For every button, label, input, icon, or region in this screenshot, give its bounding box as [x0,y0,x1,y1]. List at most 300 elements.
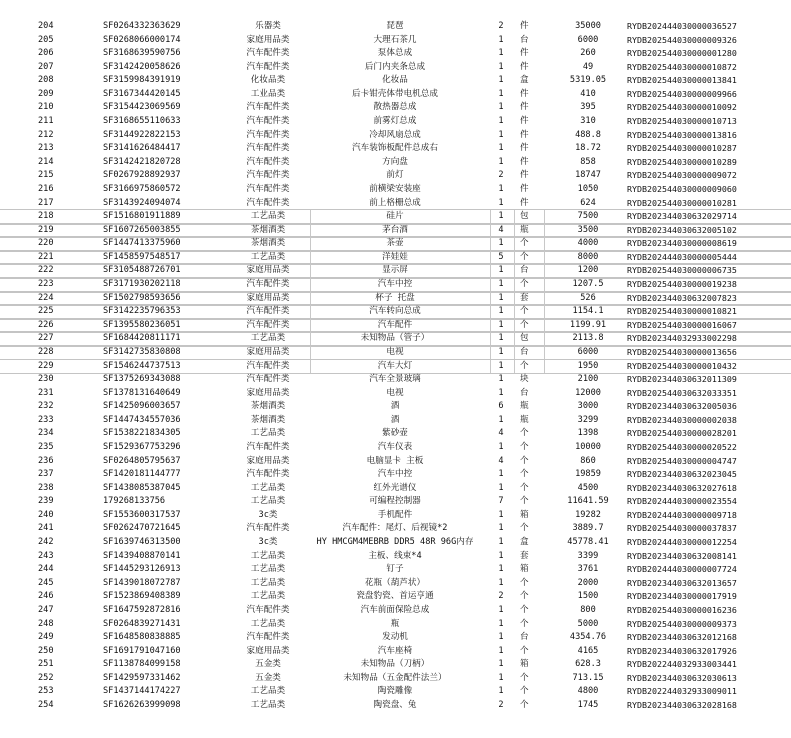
category-cell: 汽车配件类 [246,102,290,113]
category-cell: 汽车配件类 [246,469,290,480]
unit-cell: 包 [520,210,545,224]
unit-cell: 个 [520,455,529,466]
table-row [0,101,791,115]
row-index-cell: 212 [38,129,54,140]
item-name-cell: 冷却风扇总成 [369,129,421,140]
quantity-cell: 1 [488,305,515,319]
table-row [0,427,791,441]
item-name-cell: 未知物品（五金配件法兰） [343,672,447,683]
row-index-cell: 246 [38,591,54,602]
item-name-cell: 泵体总成 [377,48,413,59]
waybill-code-cell: SF0268066000174 [103,34,181,45]
waybill-code-cell: SF3142420058626 [103,61,181,72]
quantity-cell: 1 [498,156,504,167]
row-index-cell: 234 [38,428,54,439]
reference-number-cell: RYDB202444030000007724 [627,564,737,575]
category-cell: 工艺品类 [250,428,286,439]
quantity-cell: 6 [498,401,504,412]
category-cell: 家庭用品类 [226,346,311,360]
waybill-code-cell: SF3167344420145 [103,88,181,99]
item-name-cell: 主板、线束*4 [368,550,422,561]
quantity-cell: 5 [488,251,515,265]
item-name-cell: 发动机 [382,632,408,643]
waybill-code-cell: SF1439408870141 [103,550,181,561]
waybill-code-cell: SF1691791047160 [103,645,181,656]
reference-number-cell: RYDB202544030000013841 [627,75,737,86]
table-row [0,251,791,265]
reference-number-cell: RYDB202344030632029714 [627,211,737,222]
item-name-cell: 陶瓷雕像 [377,686,413,697]
item-name-cell: 汽车前面保险总成 [360,604,430,615]
unit-cell: 瓶 [520,401,529,412]
row-index-cell: 223 [38,279,54,290]
item-name-cell: 酒 [390,401,400,412]
reference-number-cell: RYDB202444030000009718 [627,509,737,520]
declared-value-cell: 526 [580,292,596,303]
quantity-cell: 1 [498,102,504,113]
table-row [0,685,791,699]
declared-value-cell: 49 [582,61,594,72]
table-row [0,522,791,536]
waybill-code-cell: SF3168639590756 [103,48,181,59]
quantity-cell: 1 [498,469,504,480]
category-cell: 家庭用品类 [246,34,290,45]
reference-number-cell: RYDB202344030632012168 [627,632,737,643]
row-index-cell: 218 [38,211,54,222]
quantity-cell: 4 [498,455,504,466]
category-cell: 家庭用品类 [226,292,311,306]
row-index-cell: 215 [38,170,54,181]
quantity-cell: 1 [498,61,504,72]
item-name-cell: 酒 [390,414,400,425]
row-index-cell: 220 [38,238,54,249]
reference-number-cell: RYDB202344032933002298 [627,333,737,344]
waybill-code-cell: SF3154423069569 [103,102,181,113]
quantity-cell: 1 [498,116,504,127]
category-cell: 工业品类 [250,88,286,99]
category-cell: 工艺品类 [250,686,286,697]
declared-value-cell: 4165 [577,645,599,656]
declared-value-cell: 1207.5 [572,279,604,290]
item-name-cell: 前雾灯总成 [373,116,417,127]
reference-number-cell: RYDB202344030632011309 [627,374,737,385]
table-row [0,305,791,319]
declared-value-cell: 18747 [575,170,601,181]
item-name-cell: 汽车座椅 [377,645,413,656]
declared-value-cell: 3500 [577,224,599,235]
waybill-code-cell: SF0264839271431 [103,618,181,629]
declared-value-cell: 1745 [577,700,599,710]
unit-cell: 个 [520,469,529,480]
declared-value-cell: 35000 [575,21,601,31]
unit-cell: 件 [520,116,529,127]
quantity-cell: 1 [498,577,504,588]
row-index-cell: 224 [38,292,54,303]
table-row [0,577,791,591]
declared-value-cell: 7500 [577,211,599,222]
quantity-cell: 1 [488,264,515,278]
unit-cell: 个 [520,251,545,265]
quantity-cell: 1 [488,360,515,374]
quantity-cell: 1 [498,672,504,683]
row-index-cell: 230 [38,374,54,385]
item-name-cell: 汽车装饰板配件总成右 [352,143,438,154]
category-cell: 汽车配件类 [246,143,290,154]
waybill-code-cell: SF1375269343088 [103,374,181,385]
unit-cell: 盒 [520,75,529,86]
table-row [0,292,791,306]
quantity-cell: 1 [498,482,504,493]
category-cell: 3c类 [258,537,278,548]
category-cell: 汽车配件类 [226,305,311,319]
quantity-cell: 1 [498,75,504,86]
unit-cell: 个 [520,441,529,452]
row-index-cell: 228 [38,346,54,357]
category-cell: 工艺品类 [226,251,311,265]
category-cell: 工艺品类 [250,482,286,493]
unit-cell: 个 [520,482,529,493]
category-cell: 汽车配件类 [246,170,290,181]
unit-cell: 个 [520,604,529,615]
reference-number-cell: RYDB202344030632027618 [627,482,737,493]
category-cell: 汽车配件类 [246,197,290,208]
item-name-cell: 红外光谱仪 [373,482,417,493]
item-name-cell: 硅片 [300,210,491,224]
table-row [0,658,791,672]
declared-value-cell: 8000 [577,251,599,262]
reference-number-cell: RYDB202544030000010289 [627,156,737,167]
table-row [0,34,791,48]
declared-value-cell: 6000 [577,34,599,45]
table-row [0,482,791,496]
unit-cell: 个 [520,618,529,629]
declared-value-cell: 860 [580,455,596,466]
waybill-code-cell: SF1502798593656 [103,292,181,303]
unit-cell: 件 [520,170,529,181]
category-cell: 汽车配件类 [246,48,290,59]
declared-value-cell: 1950 [577,360,599,371]
category-cell: 家庭用品类 [226,264,311,278]
row-index-cell: 236 [38,455,54,466]
table-row [0,183,791,197]
item-name-cell: 汽车转向总成 [300,305,491,319]
row-index-cell: 249 [38,632,54,643]
quantity-cell: 1 [488,210,515,224]
reference-number-cell: RYDB202544030000009060 [627,183,737,194]
item-name-cell: 前上格栅总成 [369,197,421,208]
row-index-cell: 239 [38,496,54,507]
category-cell: 化妆品类 [250,75,286,86]
unit-cell: 个 [520,672,529,683]
table-row [0,373,791,387]
waybill-code-cell: SF3142421820728 [103,156,181,167]
quantity-cell: 1 [498,34,504,45]
reference-number-cell: RYDB202244032933009011 [627,686,737,697]
category-cell: 汽车配件类 [246,632,290,643]
unit-cell: 个 [520,360,545,374]
unit-cell: 套 [520,550,529,561]
category-cell: 汽车配件类 [246,604,290,615]
waybill-code-cell: SF1523869408389 [103,591,181,602]
quantity-cell: 1 [488,278,515,292]
waybill-code-cell: SF1439018072787 [103,577,181,588]
row-index-cell: 250 [38,645,54,656]
declared-value-cell: 1154.1 [572,306,604,317]
row-index-cell: 233 [38,414,54,425]
declared-value-cell: 10000 [575,441,601,452]
declared-value-cell: 1200 [577,265,599,276]
declared-value-cell: 12000 [575,387,601,398]
declared-value-cell: 1050 [577,183,599,194]
unit-cell: 个 [520,686,529,697]
category-cell: 汽车配件类 [246,523,290,534]
declared-value-cell: 4354.76 [569,632,607,643]
declared-value-cell: 19282 [575,509,601,520]
table-row [0,224,791,238]
unit-cell: 套 [520,292,545,306]
declared-value-cell: 4500 [577,482,599,493]
quantity-cell: 4 [498,428,504,439]
row-index-cell: 205 [38,34,54,45]
unit-cell: 箱 [520,564,529,575]
declared-value-cell: 3299 [577,414,599,425]
declared-value-cell: 11641.59 [567,496,609,507]
reference-number-cell: RYDB202544030000010872 [627,61,737,72]
category-cell: 3c类 [258,509,278,520]
reference-number-cell: RYDB202344030632005102 [627,224,737,235]
table-row [0,468,791,482]
reference-number-cell: RYDB202544030000010713 [627,116,737,127]
waybill-code-cell: SF0264332363629 [103,21,181,31]
table-row [0,88,791,102]
unit-cell: 个 [520,577,529,588]
reference-number-cell: RYDB202544030000010281 [627,197,737,208]
quantity-cell: 1 [498,183,504,194]
quantity-cell: 2 [498,700,504,710]
table-row [0,645,791,659]
waybill-code-cell: SF3142235796353 [103,306,181,317]
table-row [0,156,791,170]
reference-number-cell: RYDB202344030632013657 [627,577,737,588]
category-cell: 汽车配件类 [246,374,290,385]
row-index-cell: 251 [38,659,54,670]
category-cell: 汽车配件类 [226,319,311,333]
row-index-cell: 245 [38,577,54,588]
category-cell: 汽车配件类 [246,61,290,72]
table-row [0,618,791,632]
reference-number-cell: RYDB202344030632008141 [627,550,737,561]
unit-cell: 件 [520,129,529,140]
declared-value-cell: 2000 [577,577,599,588]
row-index-cell: 231 [38,387,54,398]
row-index-cell: 229 [38,360,54,371]
item-name-cell: 电视 [300,346,491,360]
quantity-cell: 2 [498,21,504,31]
item-name-cell: HY HMCGM4MEBRB DDR5 48R 96G内存 [316,537,474,548]
waybill-code-cell: SF1447434557036 [103,414,181,425]
declared-value-cell: 4800 [577,686,599,697]
item-name-cell: 方向盘 [382,156,408,167]
unit-cell: 件 [520,88,529,99]
category-cell: 汽车配件类 [246,183,290,194]
declared-value-cell: 310 [580,116,596,127]
category-cell: 茶烟酒类 [226,224,311,238]
reference-number-cell: RYDB202544030000001280 [627,48,737,59]
declared-value-cell: 2113.8 [572,333,604,344]
quantity-cell: 1 [498,48,504,59]
waybill-code-cell: SF3159984391919 [103,75,181,86]
waybill-code-cell: SF1458597548517 [103,251,181,262]
row-index-cell: 227 [38,333,54,344]
unit-cell: 个 [520,237,545,251]
declared-value-cell: 4000 [577,238,599,249]
row-index-cell: 209 [38,88,54,99]
declared-value-cell: 5000 [577,618,599,629]
table-row [0,414,791,428]
table-row [0,360,791,374]
quantity-cell: 1 [498,197,504,208]
quantity-cell: 1 [498,659,504,670]
quantity-cell: 1 [498,604,504,615]
item-name-cell: 未知物品（管子） [300,332,491,346]
category-cell: 汽车配件类 [226,360,311,374]
quantity-cell: 1 [488,332,515,346]
unit-cell: 个 [520,645,529,656]
item-name-cell: 汽车配件 [300,319,491,333]
row-index-cell: 225 [38,306,54,317]
declared-value-cell: 3889.7 [572,523,604,534]
declared-value-cell: 1398 [577,428,599,439]
category-cell: 家庭用品类 [246,645,290,656]
category-cell: 汽车配件类 [246,156,290,167]
row-index-cell: 240 [38,509,54,520]
item-name-cell: 陶瓷盘、兔 [373,700,417,710]
waybill-code-cell: SF1138784099158 [103,659,181,670]
declared-value-cell: 488.8 [575,129,601,140]
declared-value-cell: 713.15 [572,672,604,683]
unit-cell: 个 [520,591,529,602]
category-cell: 工艺品类 [226,332,311,346]
unit-cell: 个 [520,319,545,333]
table-row [0,346,791,360]
item-name-cell: 花瓶（葫芦状） [364,577,426,588]
waybill-code-cell: SF1538221834305 [103,428,181,439]
waybill-code-cell: SF1437144174227 [103,686,181,697]
table-row [0,495,791,509]
reference-number-cell: RYDB202244032933003441 [627,659,737,670]
row-index-cell: 247 [38,604,54,615]
waybill-code-cell: SF1648580838885 [103,632,181,643]
item-name-cell: 未知物品（刀柄） [360,659,430,670]
item-name-cell: 钉子 [386,564,404,575]
waybill-code-cell: SF3166975860572 [103,183,181,194]
table-row [0,237,791,251]
row-index-cell: 243 [38,550,54,561]
item-name-cell: 瓷盘豹瓷、首运亨通 [356,591,434,602]
table-row [0,332,791,346]
reference-number-cell: RYDB202544030000009373 [627,618,737,629]
unit-cell: 个 [520,305,545,319]
waybill-code-cell: SF1529367753296 [103,441,181,452]
category-cell: 茶烟酒类 [226,237,311,251]
category-cell: 汽车配件类 [246,116,290,127]
quantity-cell: 1 [498,387,504,398]
waybill-code-cell: SF0267928892937 [103,170,181,181]
category-cell: 汽车配件类 [246,129,290,140]
table-row [0,264,791,278]
row-index-cell: 232 [38,401,54,412]
table-row [0,169,791,183]
item-name-cell: 电脑显卡 主板 [366,455,424,466]
reference-number-cell: RYDB202444030000036527 [627,21,737,31]
item-name-cell: 化妆品 [382,75,408,86]
category-cell: 工艺品类 [250,700,286,710]
table-row [0,400,791,414]
reference-number-cell: RYDB202444030000005444 [627,251,737,262]
waybill-code-cell: SF1626263999098 [103,700,181,710]
unit-cell: 件 [520,102,529,113]
table-row [0,47,791,61]
waybill-code-cell: SF1395580236051 [103,319,181,330]
category-cell: 工艺品类 [250,591,286,602]
quantity-cell: 1 [498,129,504,140]
reference-number-cell: RYDB202544030000037837 [627,523,737,534]
item-name-cell: 紫砂壶 [382,428,408,439]
item-name-cell: 洋娃娃 [300,251,491,265]
reference-number-cell: RYDB202344030632023045 [627,469,737,480]
reference-number-cell: RYDB202344030000017919 [627,591,737,602]
reference-number-cell: RYDB202344030000002038 [627,414,737,425]
item-name-cell: 杯子 托盘 [300,292,491,306]
quantity-cell: 1 [498,441,504,452]
table-row [0,20,791,34]
waybill-code-cell: SF1445293126913 [103,564,181,575]
category-cell: 茶烟酒类 [250,401,286,412]
row-index-cell: 254 [38,700,54,710]
declared-value-cell: 800 [580,604,596,615]
reference-number-cell: RYDB202544030000016236 [627,604,737,615]
category-cell: 家庭用品类 [246,455,290,466]
unit-cell: 包 [520,332,545,346]
declared-value-cell: 395 [580,102,596,113]
waybill-code-cell: SF1516801911889 [103,211,181,222]
unit-cell: 个 [520,700,529,710]
declared-value-cell: 624 [580,197,596,208]
waybill-code-cell: SF3171930202118 [103,279,181,290]
item-name-cell: 后卡钳壳体带电机总成 [352,88,438,99]
table-row [0,699,791,713]
reference-number-cell: RYDB202544030000016067 [627,319,737,330]
waybill-code-cell: 179268133756 [103,496,166,507]
declared-value-cell: 6000 [577,346,599,357]
row-index-cell: 219 [38,224,54,235]
declared-value-cell: 2100 [577,374,599,385]
item-name-cell: 大理石茶几 [373,34,417,45]
declared-value-cell: 5319.05 [569,75,607,86]
unit-cell: 件 [520,197,529,208]
waybill-code-cell: SF0264805795637 [103,455,181,466]
waybill-code-cell: SF1429597331462 [103,672,181,683]
row-index-cell: 210 [38,102,54,113]
row-index-cell: 221 [38,251,54,262]
table-row [0,74,791,88]
reference-number-cell: RYDB202344030632030613 [627,672,737,683]
item-name-cell: 前灯 [386,170,404,181]
quantity-cell: 1 [498,88,504,99]
item-name-cell: 显示屏 [300,264,491,278]
quantity-cell: 1 [498,509,504,520]
row-index-cell: 237 [38,469,54,480]
